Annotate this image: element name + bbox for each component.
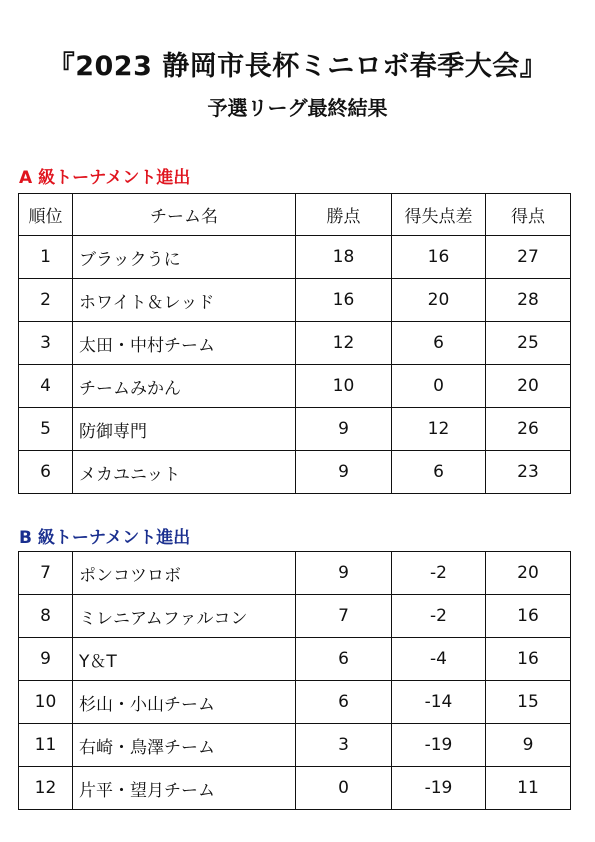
section-b-title: B 級トーナメント進出 [19,528,191,548]
cell-goal-diff: -19 [392,767,486,810]
cell-points: 6 [296,638,392,681]
cell-goals: 9 [486,724,571,767]
cell-rank: 11 [19,724,73,767]
cell-points: 6 [296,681,392,724]
header-rank: 順位 [19,194,73,236]
header-team: チーム名 [73,194,296,236]
cell-rank: 12 [19,767,73,810]
cell-team: 防御専門 [73,408,296,451]
cell-goals: 16 [486,595,571,638]
cell-goals: 25 [486,322,571,365]
cell-goal-diff: -4 [392,638,486,681]
cell-goals: 26 [486,408,571,451]
cell-goal-diff: 16 [392,236,486,279]
cell-team: メカユニット [73,451,296,494]
cell-goals: 11 [486,767,571,810]
cell-rank: 8 [19,595,73,638]
cell-team: 太田・中村チーム [73,322,296,365]
cell-goals: 23 [486,451,571,494]
table-row [19,279,571,322]
cell-team: ミレニアムファルコン [73,595,296,638]
table-header-row [19,194,571,236]
section-a-title: A 級トーナメント進出 [19,168,191,188]
cell-points: 7 [296,595,392,638]
cell-goal-diff: 20 [392,279,486,322]
cell-team: 杉山・小山チーム [73,681,296,724]
cell-rank: 10 [19,681,73,724]
cell-team: ホワイト＆レッド [73,279,296,322]
table-row [19,236,571,279]
cell-team: チームみかん [73,365,296,408]
table-row [19,365,571,408]
table-row [19,322,571,365]
cell-points: 9 [296,552,392,595]
cell-goals: 20 [486,552,571,595]
cell-goals: 28 [486,279,571,322]
cell-goal-diff: 12 [392,408,486,451]
cell-points: 16 [296,279,392,322]
cell-rank: 9 [19,638,73,681]
cell-team: ブラックうに [73,236,296,279]
cell-goal-diff: -19 [392,724,486,767]
cell-goal-diff: -2 [392,595,486,638]
table-row [19,595,571,638]
cell-points: 18 [296,236,392,279]
cell-team: 片平・望月チーム [73,767,296,810]
cell-goals: 15 [486,681,571,724]
table-row [19,681,571,724]
cell-rank: 2 [19,279,73,322]
header-goal-diff: 得失点差 [392,194,486,236]
table-row [19,724,571,767]
cell-rank: 5 [19,408,73,451]
cell-goal-diff: 6 [392,322,486,365]
cell-points: 9 [296,451,392,494]
cell-rank: 3 [19,322,73,365]
table-row [19,408,571,451]
cell-points: 9 [296,408,392,451]
table-row [19,451,571,494]
cell-goals: 20 [486,365,571,408]
cell-goals: 16 [486,638,571,681]
results-table-a [18,193,571,494]
cell-goal-diff: 0 [392,365,486,408]
header-points: 勝点 [296,194,392,236]
cell-goals: 27 [486,236,571,279]
cell-team: Y＆T [73,638,296,681]
header-goals: 得点 [486,194,571,236]
page-subtitle: 予選リーグ最終結果 [207,96,388,120]
table-row [19,767,571,810]
cell-rank: 7 [19,552,73,595]
cell-goal-diff: 6 [392,451,486,494]
cell-points: 3 [296,724,392,767]
cell-points: 10 [296,365,392,408]
results-table-b [18,551,571,810]
cell-rank: 4 [19,365,73,408]
cell-rank: 1 [19,236,73,279]
cell-points: 12 [296,322,392,365]
page-title: 『2023 静岡市長杯ミニロボ春季大会』 [47,51,548,82]
cell-team: ポンコツロボ [73,552,296,595]
table-row [19,638,571,681]
cell-goal-diff: -2 [392,552,486,595]
cell-team: 右崎・鳥澤チーム [73,724,296,767]
cell-points: 0 [296,767,392,810]
cell-goal-diff: -14 [392,681,486,724]
cell-rank: 6 [19,451,73,494]
table-row [19,552,571,595]
